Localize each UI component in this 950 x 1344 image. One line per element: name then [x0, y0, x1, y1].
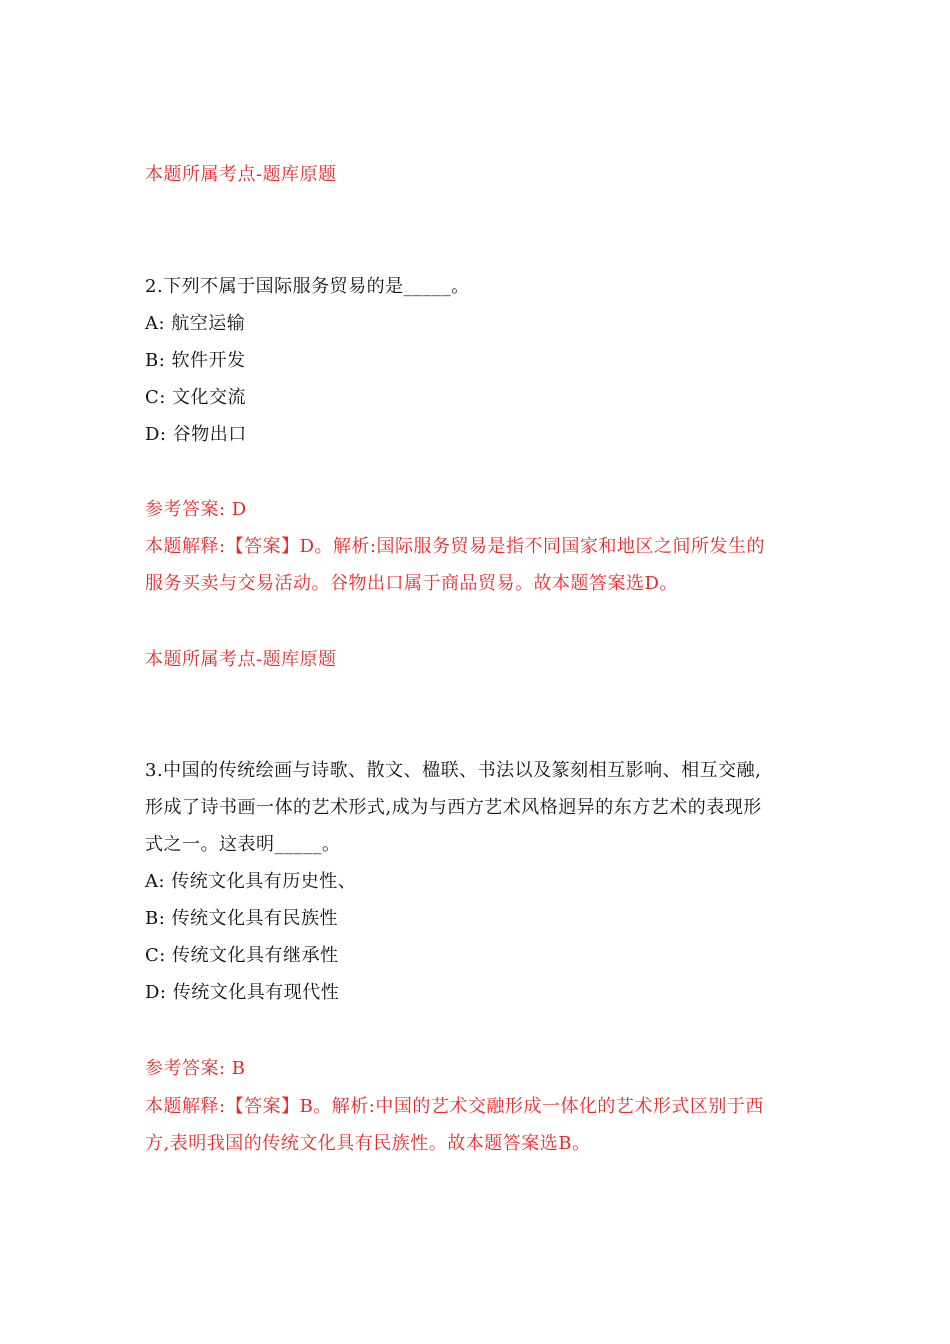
question-3-stem-line-3: 式之一。这表明_____。 [145, 834, 341, 855]
question-2-answer: 参考答案: D [145, 499, 247, 520]
question-3-option-d: D: 传统文化具有现代性 [145, 982, 340, 1003]
question-3-explanation-line-1: 本题解释:【答案】B。解析:中国的艺术交融形成一体化的艺术形式区别于西 [145, 1096, 764, 1117]
question-3-stem-line-2: 形成了诗书画一体的艺术形式,成为与西方艺术风格迥异的东方艺术的表现形 [145, 797, 762, 818]
question-2-explanation-line-2: 服务买卖与交易活动。谷物出口属于商品贸易。故本题答案选D。 [145, 573, 678, 594]
question-3-stem-line-1: 3.中国的传统绘画与诗歌、散文、楹联、书法以及篆刻相互影响、相互交融, [145, 760, 762, 781]
question-2-stem: 2.下列不属于国际服务贸易的是_____。 [145, 276, 470, 297]
question-3-option-c: C: 传统文化具有继承性 [145, 945, 339, 966]
knowledge-point-1: 本题所属考点-题库原题 [145, 164, 337, 185]
question-2-option-b: B: 软件开发 [145, 350, 246, 371]
question-3-answer: 参考答案: B [145, 1058, 246, 1079]
question-2-option-d: D: 谷物出口 [145, 424, 247, 445]
question-2-option-a: A: 航空运输 [145, 313, 246, 334]
question-2-option-c: C: 文化交流 [145, 387, 247, 408]
question-3-option-b: B: 传统文化具有民族性 [145, 908, 339, 929]
knowledge-point-2: 本题所属考点-题库原题 [145, 649, 337, 670]
question-3-explanation-line-2: 方,表明我国的传统文化具有民族性。故本题答案选B。 [145, 1133, 591, 1154]
question-2-explanation-line-1: 本题解释:【答案】D。解析:国际服务贸易是指不同国家和地区之间所发生的 [145, 536, 766, 557]
question-3-option-a: A: 传统文化具有历史性、 [145, 871, 357, 892]
